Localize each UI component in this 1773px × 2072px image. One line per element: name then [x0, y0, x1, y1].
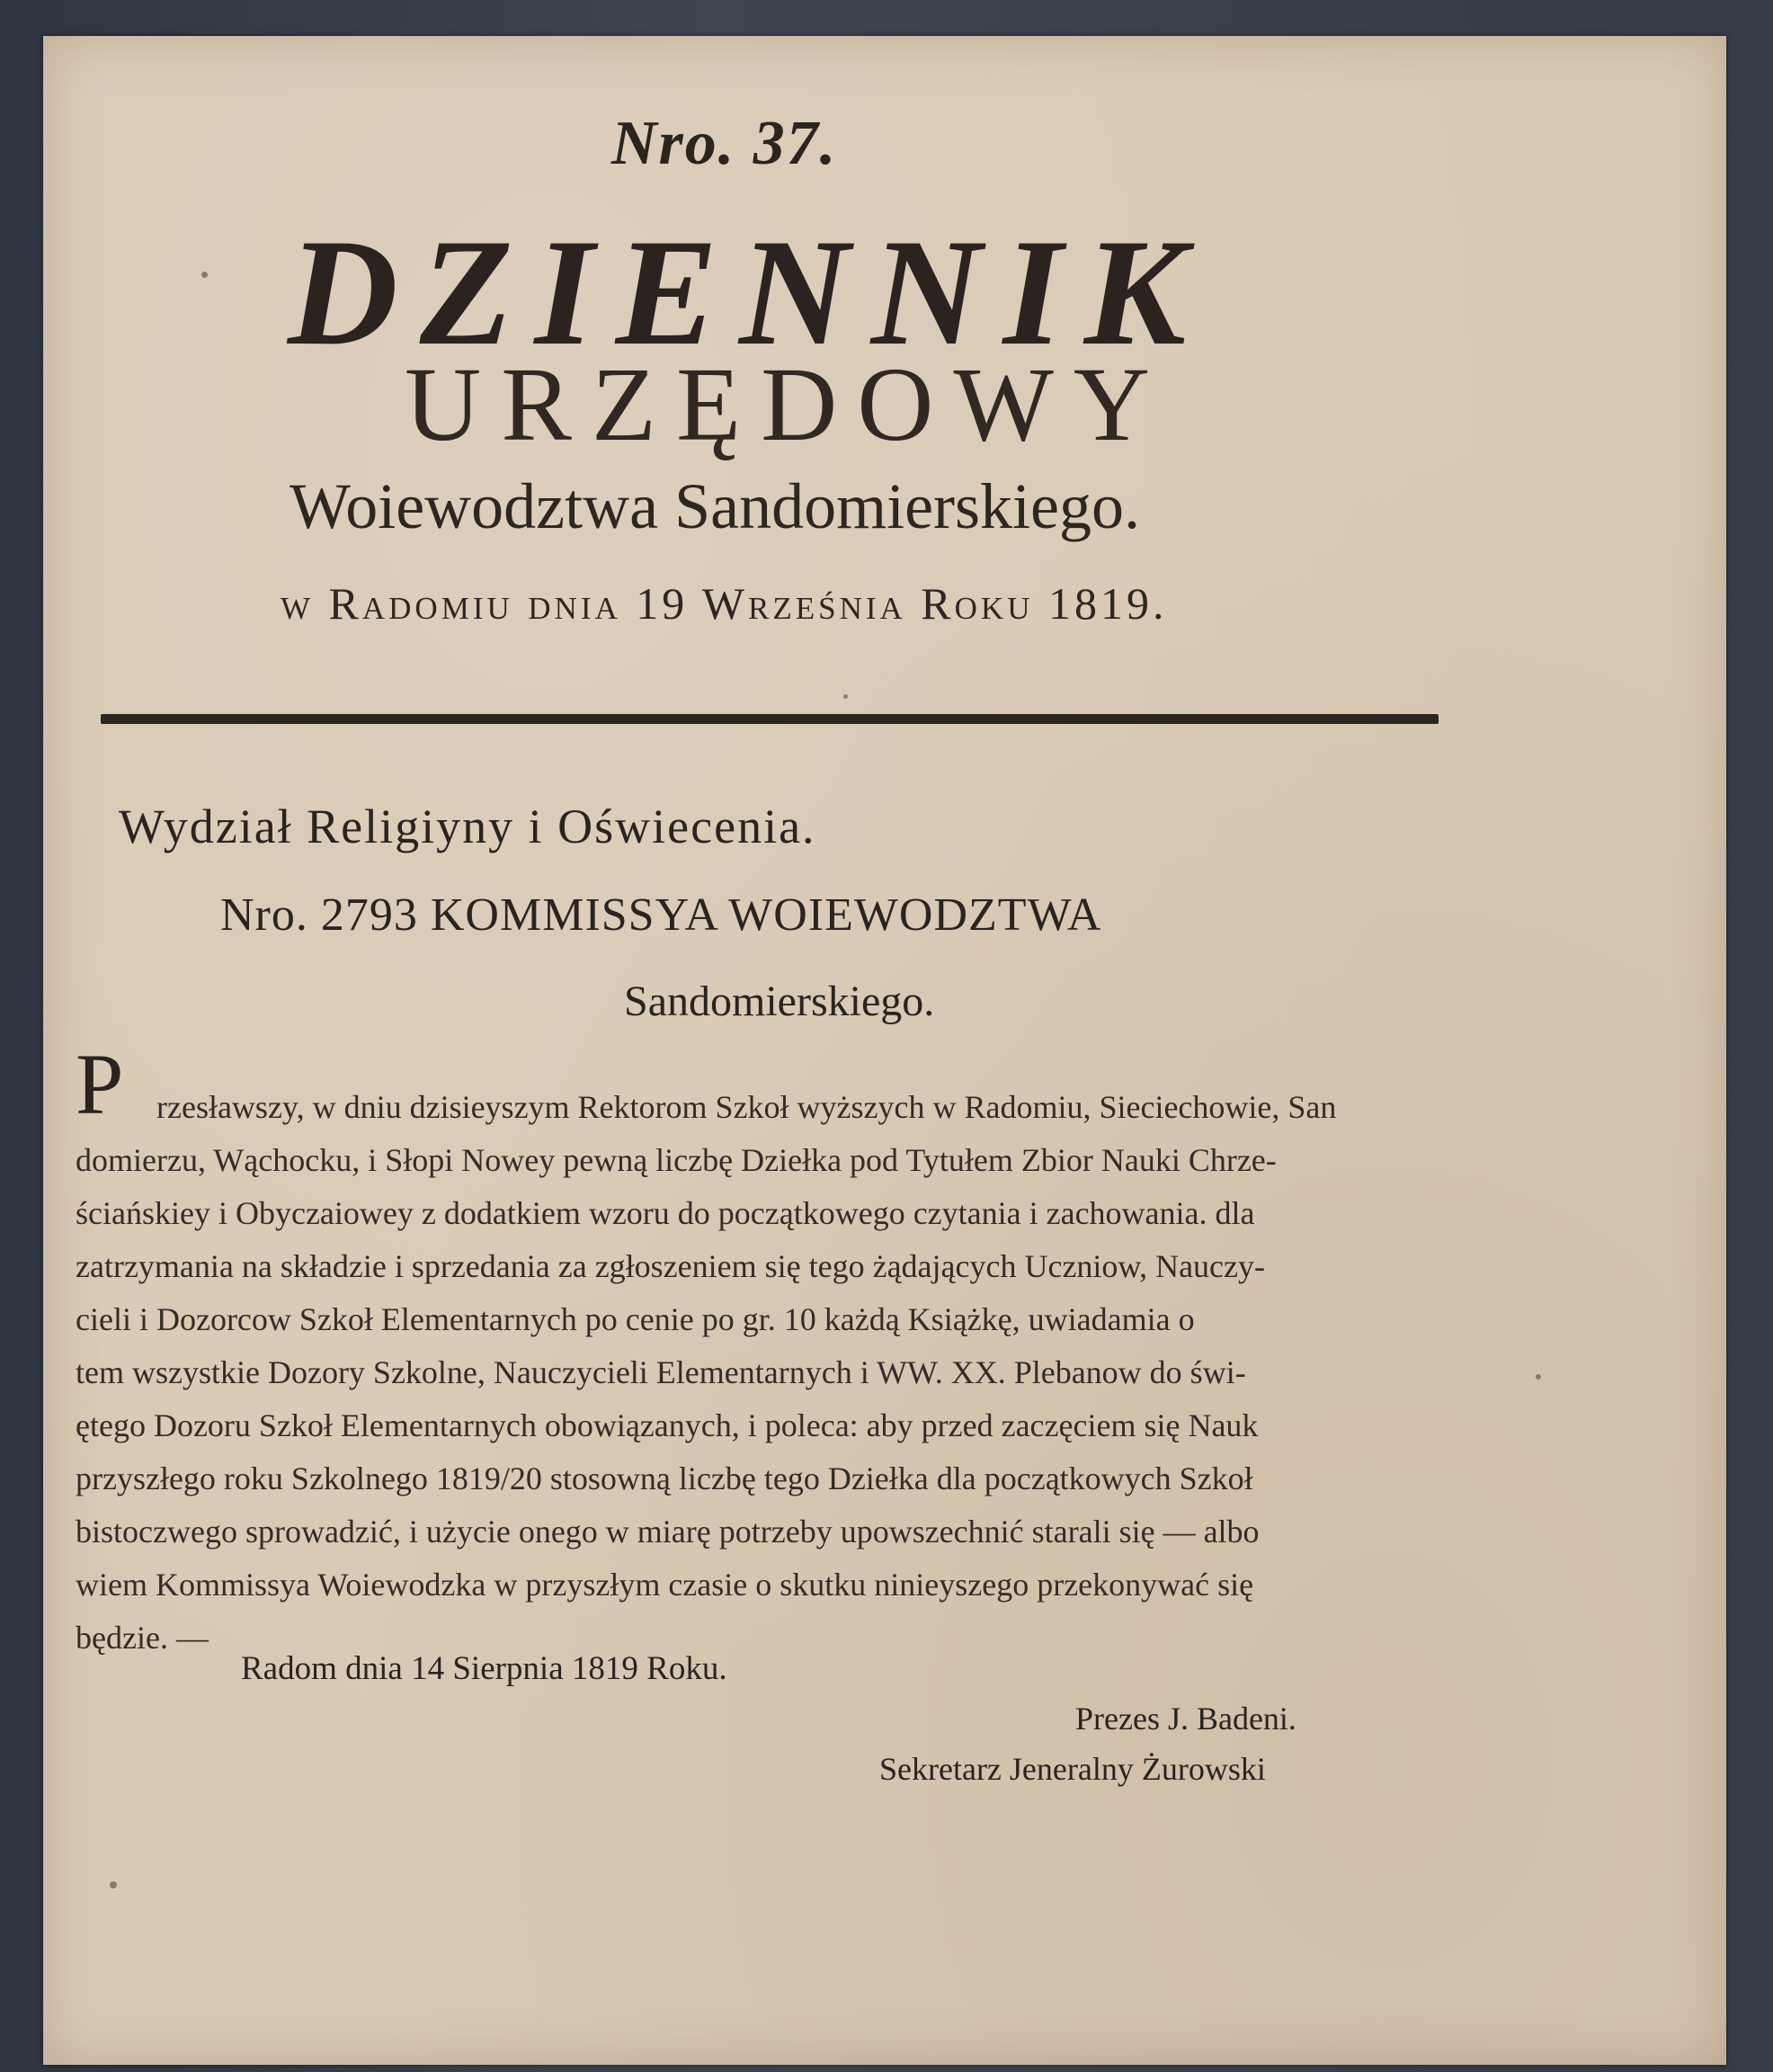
body-line: rzesławszy, w dniu dzisieyszym Rektorom Szkoł wyższych w Radomiu, Sieciechowie, San [156, 1089, 1337, 1125]
body-line: będzie. — [76, 1620, 209, 1656]
body-line: tem wszystkie Dozory Szkolne, Nauczycieli Elementarnych i WW. XX. Plebanow do świ- [76, 1354, 1246, 1390]
notice-body [76, 1081, 1478, 1665]
signature-secretary: Sekretarz Jeneralny Żurowski [879, 1751, 1266, 1787]
ink-speck [843, 694, 848, 699]
date-place-line: Radom dnia 14 Sierpnia 1819 Roku. [241, 1650, 727, 1687]
ink-speck [201, 272, 208, 278]
body-line: ściańskiey i Obyczaiowey z dodatkiem wzoru do początkowego czytania i zachowania. dla [76, 1195, 1255, 1231]
drop-cap: P [76, 1036, 124, 1132]
masthead-province: Woiewodztwa Sandomierskiego. [290, 470, 1140, 542]
body-line: ętego Dozoru Szkoł Elementarnych obowiązanych, i poleca: aby przed zaczęciem się Nauk [76, 1407, 1259, 1443]
masthead-rule [101, 714, 1439, 724]
notice-heading: Nro. 2793 KOMMISSYA WOIEWODZTWA [220, 889, 1102, 941]
masthead-title: DZIENNIK [288, 208, 1208, 377]
masthead-dateline: w Radomiu dnia 19 Września Roku 1819. [281, 578, 1168, 629]
signature-president: Prezes J. Badeni. [1075, 1701, 1296, 1737]
body-line: zatrzymania na składzie i sprzedania za zgłoszeniem się tego żądających Uczniow, Nauczy- [76, 1248, 1265, 1284]
ink-speck [1536, 1374, 1541, 1380]
notice-heading-continued: Sandomierskiego. [624, 978, 935, 1025]
issue-number: Nro. 37. [611, 109, 838, 178]
body-line: przyszłego roku Szkolnego 1819/20 stosowną liczbę tego Dziełka dla początkowych Szkoł [76, 1460, 1253, 1496]
ink-speck [110, 1881, 117, 1889]
body-line: wiem Kommissya Woiewodzka w przyszłym czasie o skutku ninieyszego przekonywać się [76, 1567, 1254, 1603]
section-title: Wydział Religiyny i Oświecenia. [119, 799, 816, 853]
masthead-subtitle: URZĘDOWY [405, 345, 1171, 463]
body-line: cieli i Dozorcow Szkoł Elementarnych po cenie po gr. 10 każdą Książkę, uwiadamia o [76, 1301, 1195, 1337]
body-line: domierzu, Wąchocku, i Słopi Nowey pewną liczbę Dziełka pod Tytułem Zbior Nauki Chrze- [76, 1142, 1277, 1178]
body-line: bistoczwego sprowadzić, i użycie onego w miarę potrzeby upowszechnić starali się — albo [76, 1514, 1260, 1550]
